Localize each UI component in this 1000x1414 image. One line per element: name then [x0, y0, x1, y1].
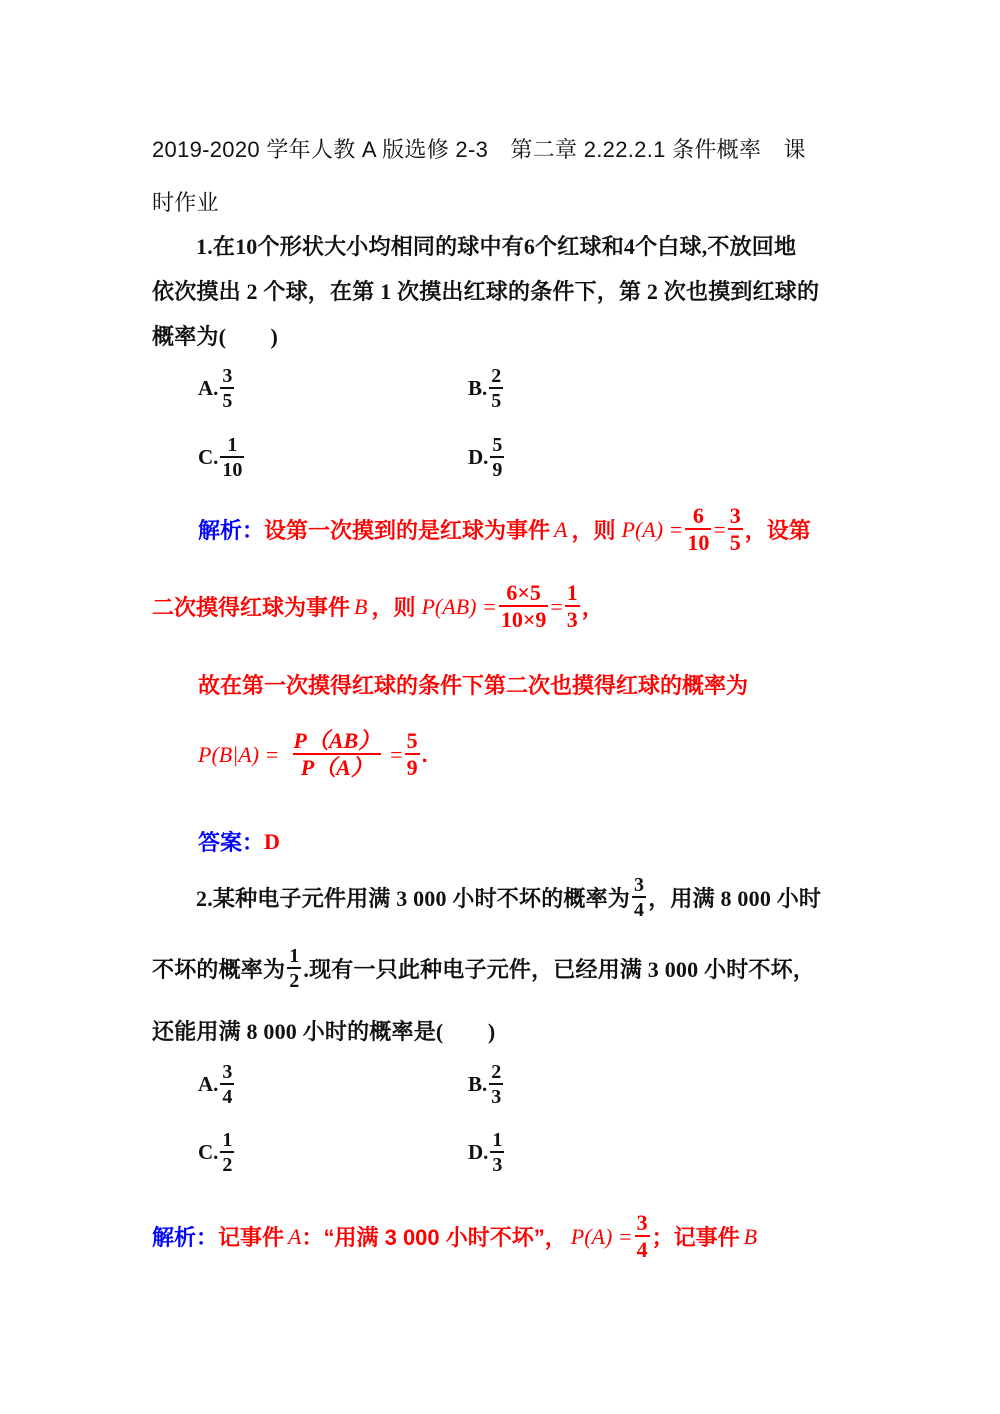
fraction: $\frac{3}{4}$	[634, 874, 645, 921]
option-label: D.	[468, 445, 489, 469]
option-fraction: $\frac{1}{3}$	[492, 1129, 503, 1176]
option-fraction: $\frac{3}{5}$	[222, 365, 233, 412]
option-label: C.	[198, 1140, 219, 1164]
document-title-line2: 时作业	[152, 190, 219, 215]
option-fraction: $\frac{2}{5}$	[491, 365, 502, 412]
option-fraction: $\frac{2}{3}$	[491, 1061, 502, 1108]
option-label: B.	[468, 1072, 488, 1096]
q1-stem-line3: 概率为( )	[152, 324, 279, 349]
option-label: C.	[198, 445, 219, 469]
q1-solution-line1: 解析： 设第一次摸到的是红球为事件 A ，则 P(A) = $\frac{6}{10}$ = $\frac{3}{5}$ ，设第	[198, 503, 811, 555]
fraction: $\frac{5}{9}$	[406, 728, 418, 780]
option-fraction: $\frac{5}{9}$	[492, 434, 503, 481]
option-label: B.	[468, 376, 488, 400]
option-fraction: $\frac{3}{4}$	[222, 1061, 233, 1108]
option-label: A.	[198, 1072, 219, 1096]
q1-stem-line2: 依次摸出 2 个球，在第 1 次摸出红球的条件下，第 2 次也摸到红球的	[152, 279, 820, 304]
q2-solution-line1: 解析： 记事件 A ：“用满 3 000 小时不坏”， P(A) = $\frac{3}{4}$ ；记事件 B	[152, 1210, 758, 1262]
solution-heading: 解析：	[152, 1225, 219, 1250]
q1-option-a	[198, 366, 236, 411]
q1-stem-line1: 1.在10个形状大小均相同的球中有6个红球和4个白球,不放回地	[196, 234, 797, 259]
fraction: $\frac{1}{2}$	[289, 945, 300, 992]
answer-value: D	[264, 828, 280, 854]
q1-solution-line2: 二次摸得红球为事件 B ，则 P(AB) = $\frac{6\times 5}{10\times 9}$ = $\frac{1}{3}$ ，	[152, 580, 604, 632]
fraction: $\frac{3}{5}$	[729, 503, 741, 555]
q1-option-c	[198, 435, 246, 480]
fraction: $\frac{6\times 5}{10\times 9}$	[500, 580, 547, 632]
q2-option-a	[198, 1062, 236, 1107]
solution-heading: 解析：	[198, 518, 265, 543]
option-label: D.	[468, 1140, 489, 1164]
fraction: $\frac{P(AB)}{P(A)}$	[293, 728, 381, 780]
q2-option-b	[468, 1062, 505, 1107]
option-fraction: $\frac{1}{10}$	[222, 434, 243, 481]
fraction: $\frac{1}{3}$	[566, 580, 578, 632]
fraction: $\frac{6}{10}$	[687, 503, 710, 555]
q1-option-b	[468, 366, 505, 411]
answer-heading: 答案：	[198, 830, 265, 855]
q2-option-d	[468, 1130, 506, 1175]
option-label: A.	[198, 376, 219, 400]
q1-option-d	[468, 435, 506, 480]
q2-stem-line3: 还能用满 8 000 小时的概率是( )	[152, 1019, 496, 1044]
q2-stem-line1: 2.某种电子元件用满 3 000 小时不坏的概率为 $\frac{3}{4}$ ，用满 8 000 小时	[196, 874, 822, 921]
document-title-line1: 2019-2020 学年人教 A 版选修 2-3 第二章 2.22.2.1 条件概率 课	[152, 137, 806, 162]
fraction: $\frac{3}{4}$	[636, 1210, 648, 1262]
option-fraction: $\frac{1}{2}$	[222, 1129, 233, 1176]
q1-solution-line3: 故在第一次摸得红球的条件下第二次也摸得红球的概率为	[198, 673, 749, 698]
q2-option-c	[198, 1130, 236, 1175]
q2-stem-line2: 不坏的概率为 $\frac{1}{2}$ .现有一只此种电子元件，已经用满 3 000 小时不坏，	[152, 945, 816, 992]
q1-solution-formula: P(B|A) = $\frac{P(AB)}{P(A)}$ = $\frac{5}{9}$ .	[198, 728, 428, 780]
q1-answer	[198, 826, 280, 857]
